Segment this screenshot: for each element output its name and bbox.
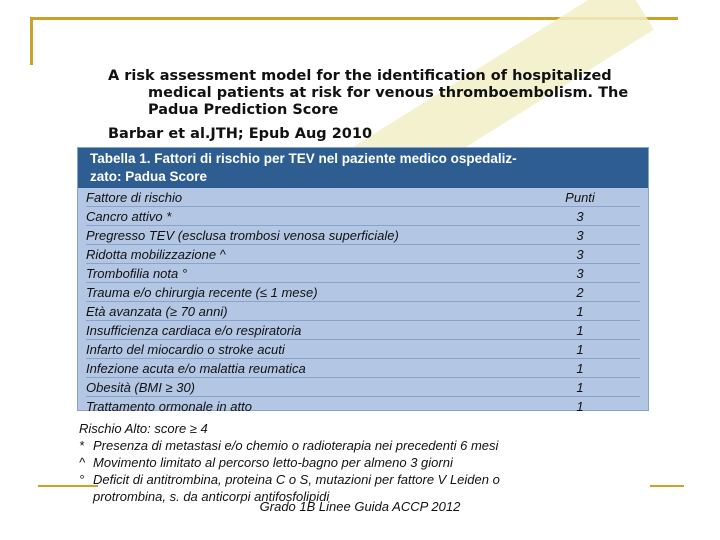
risk-points: 3 [576, 246, 584, 262]
risk-points: 3 [576, 227, 584, 243]
footnote-text: Movimento limitato al percorso letto-bagno per almeno 3 giorni [93, 455, 453, 470]
table-title-line-2: zato: Padua Score [90, 169, 208, 184]
heading-line-1: A risk assessment model for the identification of hospitalized [108, 68, 612, 84]
heading-line-2: medical patients at risk for venous thromboembolism. The [148, 85, 629, 101]
footnote-text: Deficit di antitrombina, proteina C o S, mutazioni per fattore V Leiden o [93, 472, 500, 487]
risk-points: 1 [576, 322, 584, 338]
risk-factor: Infarto del miocardio o stroke acuti [86, 341, 285, 357]
risk-factor: Trauma e/o chirurgia recente (≤ 1 mese) [86, 284, 318, 300]
table-row [86, 397, 640, 415]
footnote-symbol: ° [79, 472, 85, 487]
risk-factor: Trombofilia nota ° [86, 265, 188, 281]
risk-factor: Pregresso TEV (esclusa trombosi venosa superficiale) [86, 227, 399, 243]
table-body [78, 188, 648, 415]
risk-points: 1 [576, 360, 584, 376]
table-title [78, 148, 648, 188]
table-row [86, 378, 640, 397]
table-row [86, 359, 640, 378]
footnote-symbol: ^ [79, 455, 86, 470]
risk-factor: Trattamento ormonale in atto [86, 398, 252, 414]
footnote-degree [79, 471, 679, 488]
table-row [86, 207, 640, 226]
slide-heading [108, 68, 668, 119]
risk-factor: Ridotta mobilizzazione ^ [86, 246, 226, 262]
table-title-line-1: Tabella 1. Fattori di rischio per TEV nel paziente medico ospedaliz- [90, 151, 517, 166]
footnote-degree-continuation: protrombina, s. da anticorpi antifosfolipidi [93, 489, 330, 504]
frame-left-line [30, 17, 33, 65]
table-row [86, 264, 640, 283]
table-header-row [86, 188, 640, 207]
table-footnotes [79, 420, 679, 505]
heading-line-3: Padua Prediction Score [148, 102, 339, 118]
risk-factor: Cancro attivo * [86, 208, 172, 224]
footnote-symbol: * [79, 438, 85, 453]
table-row [86, 245, 640, 264]
risk-factor: Infezione acuta e/o malattia reumatica [86, 360, 306, 376]
risk-points: 1 [576, 303, 584, 319]
table-row [86, 340, 640, 359]
footnote-text: Presenza di metastasi e/o chemio o radioterapia nei precedenti 6 mesi [93, 438, 499, 453]
risk-factor: Età avanzata (≥ 70 anni) [86, 303, 228, 319]
risk-factor: Insufficienza cardiaca e/o respiratoria [86, 322, 302, 338]
risk-points: 1 [576, 379, 584, 395]
table-row [86, 283, 640, 302]
risk-points: 3 [576, 208, 584, 224]
padua-score-table [77, 147, 649, 414]
table-row [86, 321, 640, 340]
table-row [86, 302, 640, 321]
risk-points: 1 [576, 398, 584, 414]
high-risk-note: Rischio Alto: score ≥ 4 [79, 421, 208, 436]
column-header-factor: Fattore di rischio [86, 189, 183, 205]
risk-factor: Obesità (BMI ≥ 30) [86, 379, 196, 395]
column-header-points: Punti [565, 189, 595, 205]
footnote-star [79, 437, 679, 454]
risk-points: 2 [576, 284, 584, 300]
citation: Barbar et al.JTH; Epub Aug 2010 [108, 126, 373, 142]
slide-footer: Grado 1B Linee Guida ACCP 2012 [259, 499, 461, 514]
table-row [86, 226, 640, 245]
risk-points: 1 [576, 341, 584, 357]
footnote-caret [79, 454, 679, 471]
risk-points: 3 [576, 265, 584, 281]
